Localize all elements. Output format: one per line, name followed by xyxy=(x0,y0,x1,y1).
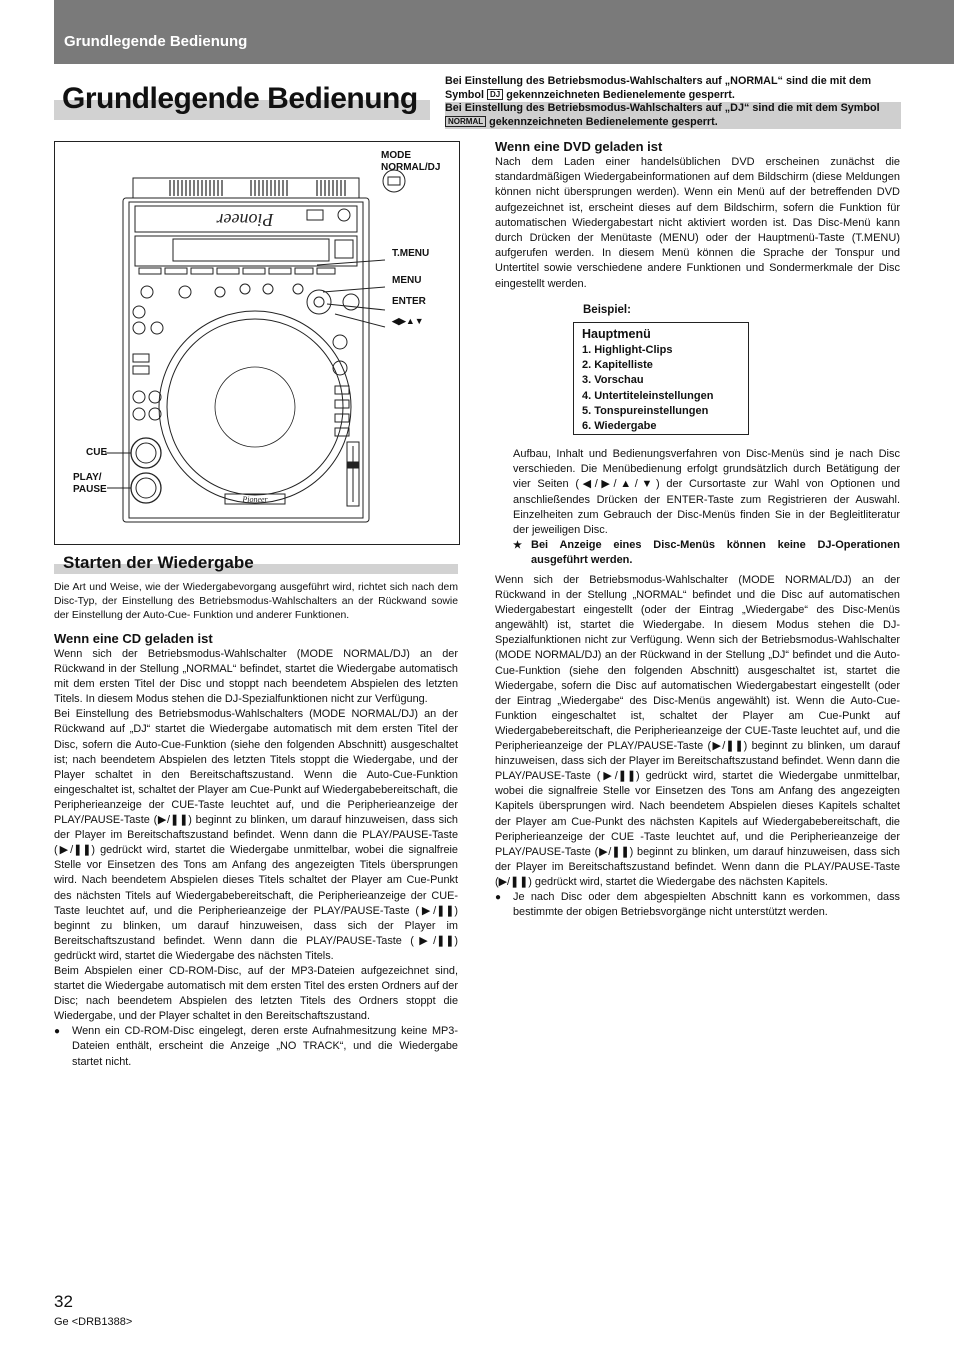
dvd-star-note: ★ Bei Anzeige eines Disc-Menüs können keine DJ-Operationen ausgeführt werden. xyxy=(513,538,900,568)
callout-cue: CUE xyxy=(86,447,108,458)
list-item: 4. Untertiteleinstellungen xyxy=(582,389,714,402)
section-header-label: Grundlegende Bedienung xyxy=(64,33,248,50)
section-heading xyxy=(54,553,458,577)
example-menu-list xyxy=(582,343,740,434)
dvd-paragraph-1: Nach dem Laden einer handelsüblichen DVD erscheinen zunächst die standardmäßigen Wiedergabeinformationen auf dem Bildschirm (diese Meldungen können nicht übersprungen werden). Wenn ein Menü auf der betreffenden DVD aufgezeichnet ist, erscheint dieses auf dem Bildschirm, sofern die Funktion für automatischen Wiedergabestart nicht aktiviert worden ist. Das Disc-Menü kann durch Drücken der Menütaste (MENU) oder der Hauptmenü-Taste (T.MENU) aufgerufen werden. In diesem Menü können die Sprache der Tonspur und Untertitel sowie verschiedene andere Funktionen und Sondermerkmale der Disc eingestellt werden. xyxy=(495,156,900,290)
brand-logo-bottom: Pioneer xyxy=(242,495,268,504)
section-header-bar xyxy=(54,0,954,64)
cd-paragraph-3: Beim Abspielen einer CD-ROM-Disc, auf der MP3-Dateien aufgezeichnet sind, startet die Wiedergabe automatisch mit dem ersten Titel des ersten Ordners auf der Disc; nach beendetem Abspielen des letzten Titels des Ordners stoppt die Wiedergabe, und der Player schaltet in den Bereitschaftszustand. xyxy=(54,964,458,1023)
normal-symbol-icon: NORMAL xyxy=(445,116,486,127)
cdj-player-drawing xyxy=(55,142,459,544)
example-menu-title: Hauptmenü xyxy=(582,327,651,341)
section-title: Starten der Wiedergabe xyxy=(63,553,254,572)
dvd-heading: Wenn eine DVD geladen ist xyxy=(495,139,663,154)
page-title: Grundlegende Bedienung xyxy=(62,82,418,115)
cd-paragraph-2: Bei Einstellung des Betriebsmodus-Wahlschalters (MODE NORMAL/DJ) an der Rückwand auf „DJ“ startet die Wiedergabe automatisch mit dem ersten Titel der Disc, sofern die Auto-Cue-Funktion (siehe den folgenden Abschnitt) ausgeschaltet ist; nach beendetem Abspielen des letzten Titels stoppt die Wiedergabe, und der Player schaltet in den Bereitschaftszustand. Wenn die Auto-Cue-Funktion eingeschaltet ist, schaltet der Player am Cue-Punkt auf Wiedergabebereitschaft, die Peripherieanzeige der CUE-Taste leuchtet auf, und die Peripherieanzeige der PLAY/PAUSE-Taste (▶/❚❚) beginnt zu blinken, um darauf hinzuweisen, dass sich der Player im Bereitschaftszustand befindet. Wenn dann die PLAY/PAUSE-Taste (▶/❚❚) gedrückt wird, startet die Wiedergabe unmittelbar, wobei die signalfreie Stelle vor Einsetzen des Tons am Anfang des angezeigten Titels übersprungen wird. Nach beendetem Abspielen dieses Titels schaltet der Player am Cue-Punkt des nächsten Titels auf Wiedergabebereitschaft, die Peripherieanzeige der CUE-Taste leuchtet auf, und die Peripherieanzeige der PLAY/PAUSE-Taste (▶/❚❚) beginnt zu blinken, um darauf hinzuweisen, dass sich der Player im Bereitschaftszustand befindet. Wenn dann die PLAY/PAUSE-Taste (▶/❚❚) gedrückt wird, startet die Wiedergabe des nächsten Titels. xyxy=(54,708,458,962)
cd-bullet: ● Wenn ein CD-ROM-Disc eingelegt, deren erste Aufnahmesitzung keine MP3-Dateien enthält, erscheint die Anzeige „NO TRACK“, und die Wiedergabe startet nicht. xyxy=(54,1024,458,1069)
list-item: 3. Vorschau xyxy=(582,374,644,387)
list-item: 6. Wiedergabe xyxy=(582,420,657,433)
list-item: 2. Kapitelliste xyxy=(582,359,653,372)
cd-paragraph-1: Wenn sich der Betriebsmodus-Wahlschalter (MODE NORMAL/DJ) an der Rückwand in der Stellung „NORMAL“ befindet, startet die Wiedergabe automatisch mit dem ersten Titel der Disc und stoppt nach beendetem Abspielen des letzten Titels. In diesem Modus stehen die DJ-Spezialfunktionen nicht zur Verfügung. xyxy=(54,648,458,706)
callout-enter: ENTER xyxy=(392,296,426,307)
cd-heading: Wenn eine CD geladen ist xyxy=(54,631,213,646)
cursor-arrows-icon: ◀▶▲▼ xyxy=(392,316,424,326)
note-normal: Bei Einstellung des Betriebsmodus-Wahlschalters auf „NORMAL“ sind die mit dem Symbol DJ gekennzeichneten Bedienelemente gesperrt. xyxy=(445,75,872,101)
dvd-section-intro xyxy=(495,138,900,292)
dj-symbol-icon: DJ xyxy=(487,89,503,100)
player-illustration xyxy=(54,141,460,545)
title-block xyxy=(54,82,430,122)
list-item: 1. Highlight-Clips xyxy=(582,344,673,356)
list-item: 5. Tonspureinstellungen xyxy=(582,404,709,417)
page-number: 32 xyxy=(54,1292,73,1311)
dvd-menu-explanation xyxy=(513,447,900,569)
dvd-bullet: ● Je nach Disc oder dem abgespielten Abschnitt kann es vorkommen, dass bestimmte der obigen Betriebsvorgänge nicht unterstützt werden. xyxy=(495,890,900,920)
mode-lock-note xyxy=(445,75,901,129)
note-dj: Bei Einstellung des Betriebsmodus-Wahlschalters auf „DJ“ sind die mit dem Symbol NORMAL gekennzeichneten Bedienelemente gesperrt. xyxy=(445,102,901,129)
intro-text: Die Art und Weise, wie der Wiedergabevorgang ausgeführt wird, richtet sich nach dem Disc-Typ, der Einstellung des Betriebsmodus-Wahlschalters an der Rückwand sowie der Einstellung der Auto-Cue- Funktion und anderer Funktionen. xyxy=(54,582,458,621)
document-code: Ge <DRB1388> xyxy=(54,1316,133,1328)
example-label: Beispiel: xyxy=(583,304,631,316)
dvd-paragraph-2: Aufbau, Inhalt und Bedienungsverfahren von Disc-Menüs sind je nach Disc verschieden. Die Menübedienung erfolgt grundsätzlich durch Betätigung der vier Seiten (◀/▶/▲/▼) der Cursortaste zur Wahl von Optionen und anschließendes Drücken der ENTER-Taste zum Registrieren der Auswahl. Einzelheiten zum Gebrauch der Disc-Menüs finden Sie in der Begleitliteratur der jeweiligen Disc. xyxy=(513,448,900,537)
callout-play-pause: PLAY/ PAUSE xyxy=(73,472,107,495)
callout-tmenu: T.MENU xyxy=(392,248,430,259)
callout-menu: MENU xyxy=(392,275,422,286)
callout-mode: MODE NORMAL/DJ xyxy=(381,150,441,173)
dvd-paragraph-3: Wenn sich der Betriebsmodus-Wahlschalter (MODE NORMAL/DJ) an der Rückwand in der Stellung „NORMAL“ befindet und die Disc auf automatischen Wiedergabestart eingestellt (oder der Eintrag „Wiedergabe“ des Disc-Menüs angewählt) ist, startet die Wiedergabe. In diesem Modus stehen die DJ-Spezialfunktionen nicht zur Verfügung. Wenn sich der Betriebsmodus-Wahlschalter (MODE NORMAL/DJ) an der Rückwand in der Stellung „DJ“ befindet und die Auto-Cue-Funktion (siehe den folgenden Abschnitt) ausgeschaltet ist, startet die Wiedergabe, sofern die Disc auf automatischen Wiedergabestart eingestellt (oder der Eintrag „Wiedergabe“ des Disc-Menüs angewählt) ist. Wenn die Auto-Cue-Funktion eingeschaltet ist, schaltet der Player am Cue-Punkt auf Wiedergabebereitschaft, die Peripherieanzeige der CUE-Taste leuchtet auf, und die Peripherieanzeige der PLAY/PAUSE-Taste (▶/❚❚) beginnt zu blinken, um darauf hinzuweisen, dass sich der Player im Bereitschaftszustand befindet. Wenn dann die PLAY/PAUSE-Taste (▶/❚❚) gedrückt wird, startet die Wiedergabe unmittelbar, wobei die signalfreie Stelle vor Einsetzen des Tons am Anfang des angezeigten Kapitels übersprungen wird. Nach beendetem Abspielen dieses Kapitels schaltet der Player am Cue-Punkt des nächsten Kapitels auf Wiedergabebereitschaft, die Peripherieanzeige der CUE -Taste leuchtet auf, und die Peripherieanzeige der PLAY/PAUSE-Taste (▶/❚❚) beginnt zu blinken, um darauf hinzuweisen, dass sich der Player im Bereitschaftszustand befindet. Wenn dann die PLAY/PAUSE-Taste (▶/❚❚) gedrückt wird, startet die Wiedergabe des nächsten Kapitels. xyxy=(495,574,900,888)
dvd-section-modes xyxy=(495,573,900,920)
example-menu-box xyxy=(573,322,749,435)
brand-logo: Pioneer xyxy=(216,210,274,230)
cd-section xyxy=(54,630,458,1070)
